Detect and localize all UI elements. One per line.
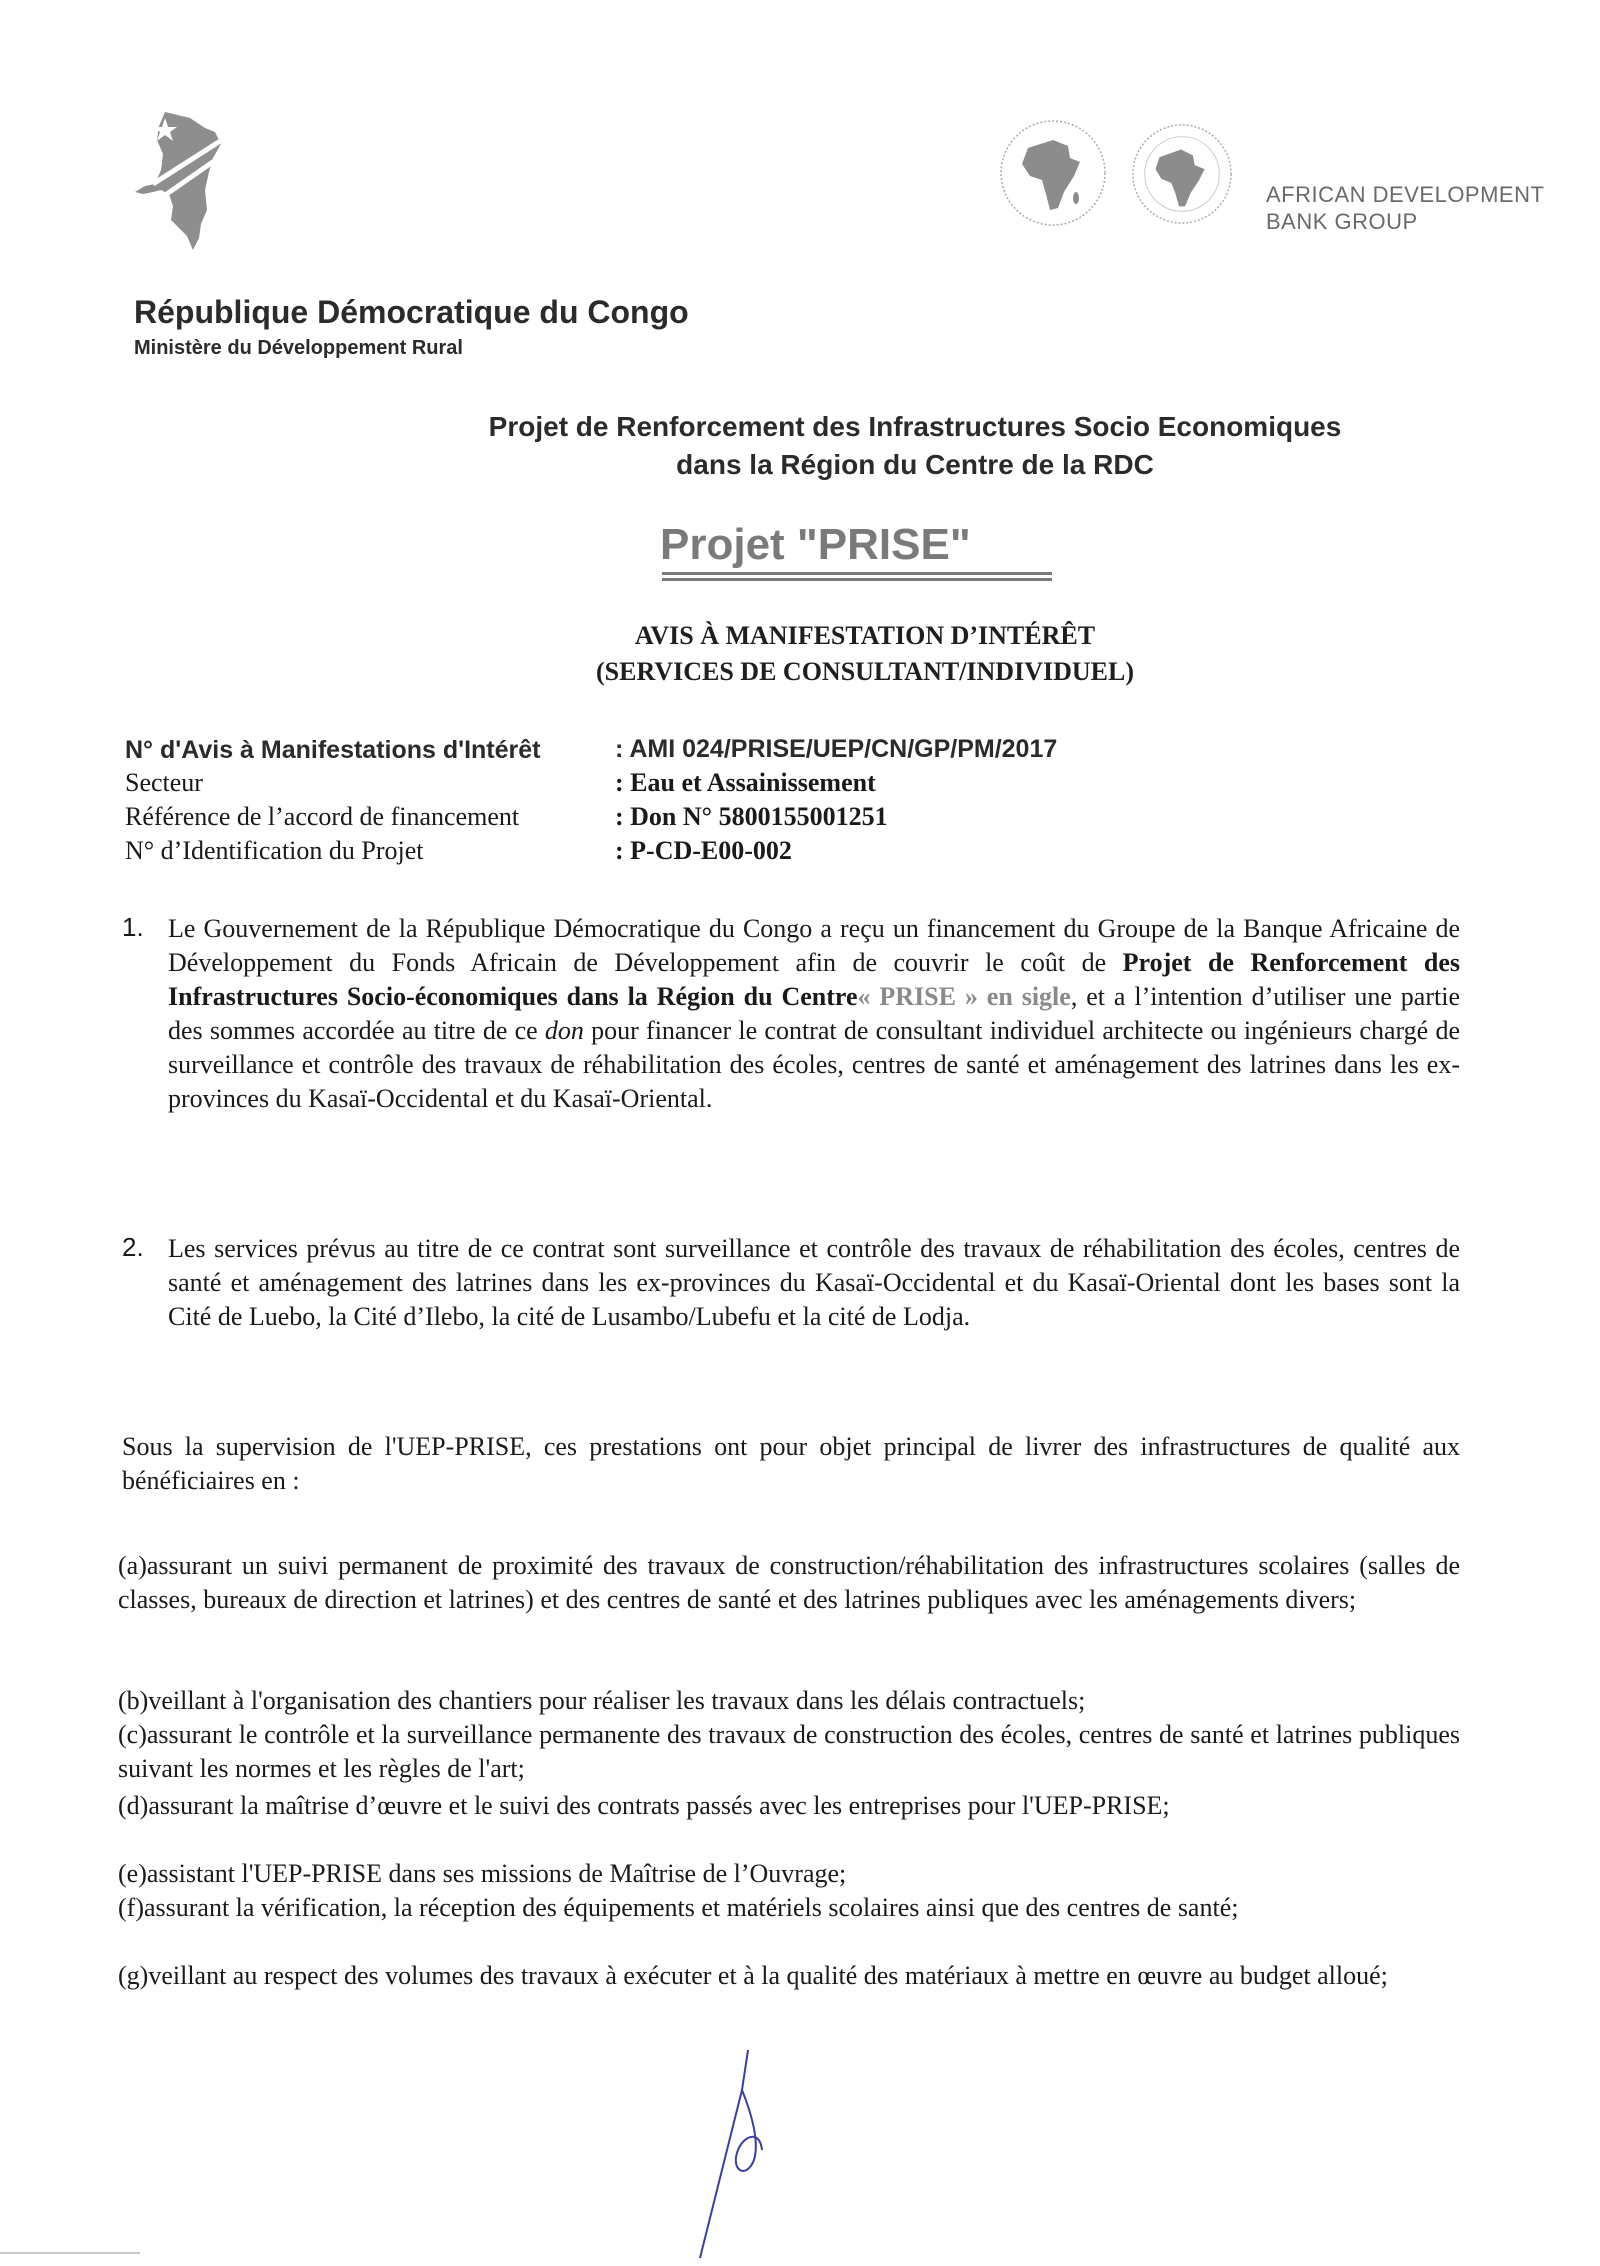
meta-label: Référence de l’accord de financement (125, 802, 520, 831)
list-text: assurant un suivi permanent de proximité des travaux de construction/réhabilitation des infrastructures scolaires (salles de classes, bureaux de direction et latrines) et des centres de santé et des latrines publiques avec les aménagements divers; (118, 1551, 1460, 1614)
meta-label: Secteur (125, 768, 203, 797)
project-title-line1: Projet de Renforcement des Infrastructures Socio Economiques (488, 411, 1342, 442)
list-marker: (c) (118, 1720, 147, 1749)
text: Le Gouvernement de la République Démocratique du Congo a reçu un financement du Groupe de la Banque Africaine de Développement du Fonds Africain de Développement afin de couvrir le coût de (168, 914, 1460, 977)
list-item (118, 1718, 1460, 1786)
project-title (0, 408, 1600, 484)
meta-value: : P-CD-E00-002 (615, 836, 792, 865)
list-text: veillant à l'organisation des chantiers pour réaliser les travaux dans les délais contractuels; (148, 1686, 1086, 1715)
list-marker: (b) (118, 1686, 149, 1715)
meta-row-sector (125, 768, 876, 798)
list-text: assurant la maîtrise d’œuvre et le suivi des contrats passés avec les entreprises pour l'UEP-PRISE; (148, 1791, 1170, 1820)
meta-value: : Eau et Assainissement (615, 768, 876, 797)
paragraph-2: Les services prévus au titre de ce contrat sont surveillance et contrôle des travaux de réhabilitation des écoles, centres de santé et aménagement des latrines dans les ex-provinces du Kasaï-Occidental et du Kasaï-Oriental dont les bases sont la Cité de Luebo, la Cité d’Ilebo, la cité de Lusambo/Lubefu et la cité de Lodja. (168, 1234, 1460, 1331)
title-underline (662, 572, 1052, 575)
list-text: assurant la vérification, la réception des équipements et matériels scolaires ainsi que des centres de santé; (143, 1893, 1239, 1922)
meta-value: : AMI 024/PRISE/UEP/CN/GP/PM/2017 (615, 735, 1058, 763)
project-name-bold: Projet de Renforcement des Infrastructures Socio-économiques dans la Région du Centre (168, 948, 1460, 1011)
italic-word: don (544, 1016, 584, 1045)
list-item (118, 1891, 1460, 1925)
list-text: assurant le contrôle et la surveillance permanente des travaux de construction des écoles, centres de santé et latrines publiques suivant les normes et les règles de l'art; (118, 1720, 1460, 1783)
acronym-note: « PRISE » en sigle (857, 982, 1071, 1011)
paragraph-1 (168, 912, 1460, 1116)
meta-label: N° d'Avis à Manifestations d'Intérêt (125, 736, 541, 764)
list-marker: (a) (118, 1551, 147, 1580)
list-item (118, 1857, 1460, 1891)
list-marker: (d) (118, 1791, 149, 1820)
meta-label: N° d’Identification du Projet (125, 836, 424, 865)
list-marker: (f) (118, 1893, 144, 1922)
meta-row-financing-reference (125, 802, 888, 832)
list-marker: (g) (118, 1961, 149, 1990)
country-name: République Démocratique du Congo (134, 294, 689, 330)
handwritten-initials-icon (680, 2030, 820, 2260)
paragraph-number: 2. (122, 1232, 144, 1262)
list-item (118, 1684, 1460, 1718)
afdb-name-line1: AFRICAN DEVELOPMENT (1266, 182, 1545, 207)
afdb-name (1266, 181, 1544, 235)
intro-paragraph: Sous la supervision de l'UEP-PRISE, ces prestations ont pour objet principal de livrer des infrastructures de qualité aux bénéficiaires en : (122, 1432, 1460, 1495)
meta-row-project-id (125, 836, 792, 866)
list-text: assistant l'UEP-PRISE dans ses missions de Maîtrise de l’Ouvrage; (146, 1859, 847, 1888)
list-marker: (e) (118, 1859, 147, 1888)
text: , et a l’intention d’utiliser une partie des sommes accordée au titre de ce (168, 982, 1460, 1045)
scan-artifact-line (0, 2252, 140, 2254)
list-item (118, 1549, 1460, 1617)
afdb-globe-seal-icon (1128, 120, 1236, 228)
paragraph-number: 1. (122, 912, 144, 942)
notice-title-line2: (SERVICES DE CONSULTANT/INDIVIDUEL) (596, 657, 1134, 686)
list-text: veillant au respect des volumes des travaux à exécuter et à la qualité des matériaux à mettre en œuvre au budget alloué; (148, 1961, 1388, 1990)
afdb-name-line2: BANK GROUP (1266, 209, 1418, 234)
list-item (118, 1959, 1460, 1993)
meta-row-notice-number (125, 735, 1058, 765)
title-underline (662, 578, 1052, 581)
meta-value: : Don N° 5800155001251 (615, 802, 888, 831)
list-item (118, 1789, 1460, 1823)
ministry-name: Ministère du Développement Rural (134, 337, 463, 359)
drc-map-flag-icon (135, 110, 235, 255)
project-short-name: Projet "PRISE" (660, 520, 971, 569)
project-title-line2: dans la Région du Centre de la RDC (676, 449, 1154, 480)
text: pour financer le contrat de consultant individuel architecte ou ingénieurs chargé de surveillance et contrôle des travaux de réhabilitation des écoles, centres de santé et aménagement des latrines dans les ex-provinces du Kasaï-Occidental et du Kasaï-Oriental. (168, 1016, 1460, 1113)
afdb-seal-icon (998, 118, 1108, 228)
notice-title-line1: AVIS À MANIFESTATION D’INTÉRÊT (634, 621, 1096, 650)
notice-title (0, 618, 1600, 690)
